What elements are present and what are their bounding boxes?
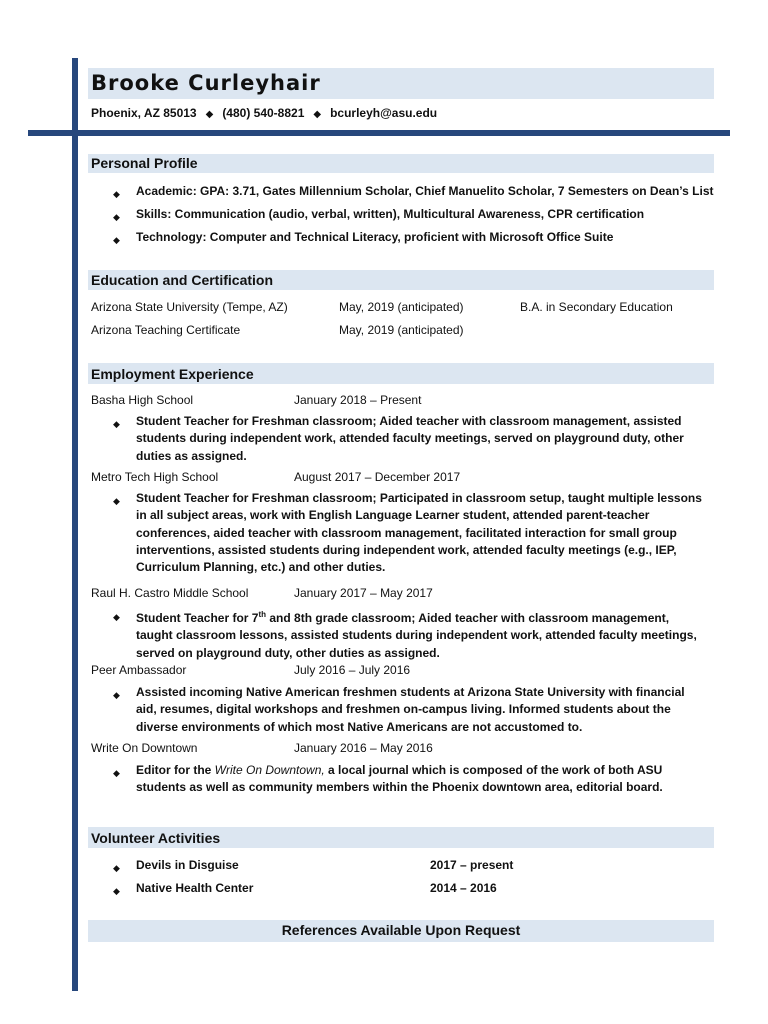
job-description — [136, 762, 676, 797]
separator-icon: ◆ — [313, 109, 322, 120]
volunteer-item: Devils in Disguise — [136, 858, 239, 872]
volunteer-item: Native Health Center — [136, 881, 254, 895]
bullet-icon: ◆ — [113, 235, 120, 245]
left-accent-rule — [72, 58, 78, 991]
job-dates: January 2017 – May 2017 — [294, 586, 433, 600]
volunteer-dates: 2017 – present — [430, 858, 514, 872]
job-organization: Basha High School — [91, 393, 194, 407]
bullet-icon: ◆ — [113, 189, 120, 199]
section-title-education: Education and Certification — [91, 272, 274, 288]
bullet-icon: ◆ — [113, 768, 120, 778]
education-date: May, 2019 (anticipated) — [339, 300, 464, 314]
section-title-profile: Personal Profile — [91, 155, 198, 171]
separator-icon: ◆ — [205, 109, 214, 120]
header-accent-rule — [28, 130, 730, 136]
bullet-icon: ◆ — [113, 496, 120, 506]
education-certificate: Arizona Teaching Certificate — [91, 323, 241, 337]
education-degree: B.A. in Secondary Education — [520, 300, 673, 314]
job-organization: Raul H. Castro Middle School — [91, 586, 249, 600]
bullet-icon: ◆ — [113, 419, 120, 429]
bullet-icon: ◆ — [113, 886, 120, 896]
profile-item-academic: Academic: GPA: 3.71, Gates Millennium Scholar, Chief Manuelito Scholar, 7 Semesters on Dean’s List — [136, 184, 714, 198]
section-title-volunteer: Volunteer Activities — [91, 830, 221, 846]
job-description-text: and 8th grade classroom; Aided teacher with classroom management, taught classroom lessons, assisted students during independent work, attended faculty meetings, served on playground duty, other duties as assigned. — [136, 611, 697, 660]
volunteer-dates: 2014 – 2016 — [430, 881, 497, 895]
education-institution: Arizona State University (Tempe, AZ) — [91, 300, 288, 314]
job-dates: January 2018 – Present — [294, 393, 422, 407]
profile-item-technology: Technology: Computer and Technical Literacy, proficient with Microsoft Office Suite — [136, 230, 614, 244]
contact-line — [91, 106, 437, 120]
job-dates: August 2017 – December 2017 — [294, 470, 461, 484]
bullet-icon: ◆ — [113, 863, 120, 873]
profile-item-skills: Skills: Communication (audio, verbal, written), Multicultural Awareness, CPR certification — [136, 207, 645, 221]
bullet-icon: ◆ — [113, 612, 120, 622]
job-description — [136, 606, 706, 662]
job-organization: Write On Downtown — [91, 741, 198, 755]
superscript: th — [258, 610, 267, 619]
job-description: Student Teacher for Freshman classroom; Participated in classroom setup, taught multiple lessons in all subject areas, work with English Language Learner student, attended parent-teacher conferences, aided teacher with classroom management, facilitated interaction for small group interventions, assisted students during independent work, attended faculty meetings (e.g., IEP, Curriculum Planning, etc.) and other duties. — [136, 491, 702, 575]
location: Phoenix, AZ 85013 — [91, 106, 197, 120]
email-link[interactable]: bcurleyh@asu.edu — [330, 106, 438, 120]
job-description-text: Editor for the — [136, 763, 215, 777]
bullet-icon: ◆ — [113, 212, 120, 222]
job-organization: Metro Tech High School — [91, 470, 219, 484]
bullet-icon: ◆ — [113, 690, 120, 700]
phone: (480) 540-8821 — [222, 106, 305, 120]
references-note: References Available Upon Request — [281, 922, 521, 938]
job-organization: Peer Ambassador — [91, 663, 187, 677]
job-dates: July 2016 – July 2016 — [294, 663, 411, 677]
job-description-text: a local journal which is composed of the work of both ASU students as well as community members within the Phoenix downtown area, editorial board. — [136, 763, 663, 795]
journal-title: Write On Downtown, — [214, 763, 325, 777]
applicant-name: Brooke Curleyhair — [91, 71, 321, 95]
education-date: May, 2019 (anticipated) — [339, 323, 464, 337]
job-description-text: Student Teacher for 7 — [136, 611, 259, 625]
job-description: Student Teacher for Freshman classroom; Aided teacher with classroom management, assisted students during independent work, attended faculty meetings, served on playground duty, other duties as assigned. — [136, 414, 684, 463]
section-title-employment: Employment Experience — [91, 366, 254, 382]
job-description: Assisted incoming Native American freshmen students at Arizona State University with financial aid, resumes, digital workshops and freshmen on-campus living. Informed students about the diverse environments of which most Native Americans are not accustomed to. — [136, 685, 685, 734]
job-dates: January 2016 – May 2016 — [294, 741, 433, 755]
